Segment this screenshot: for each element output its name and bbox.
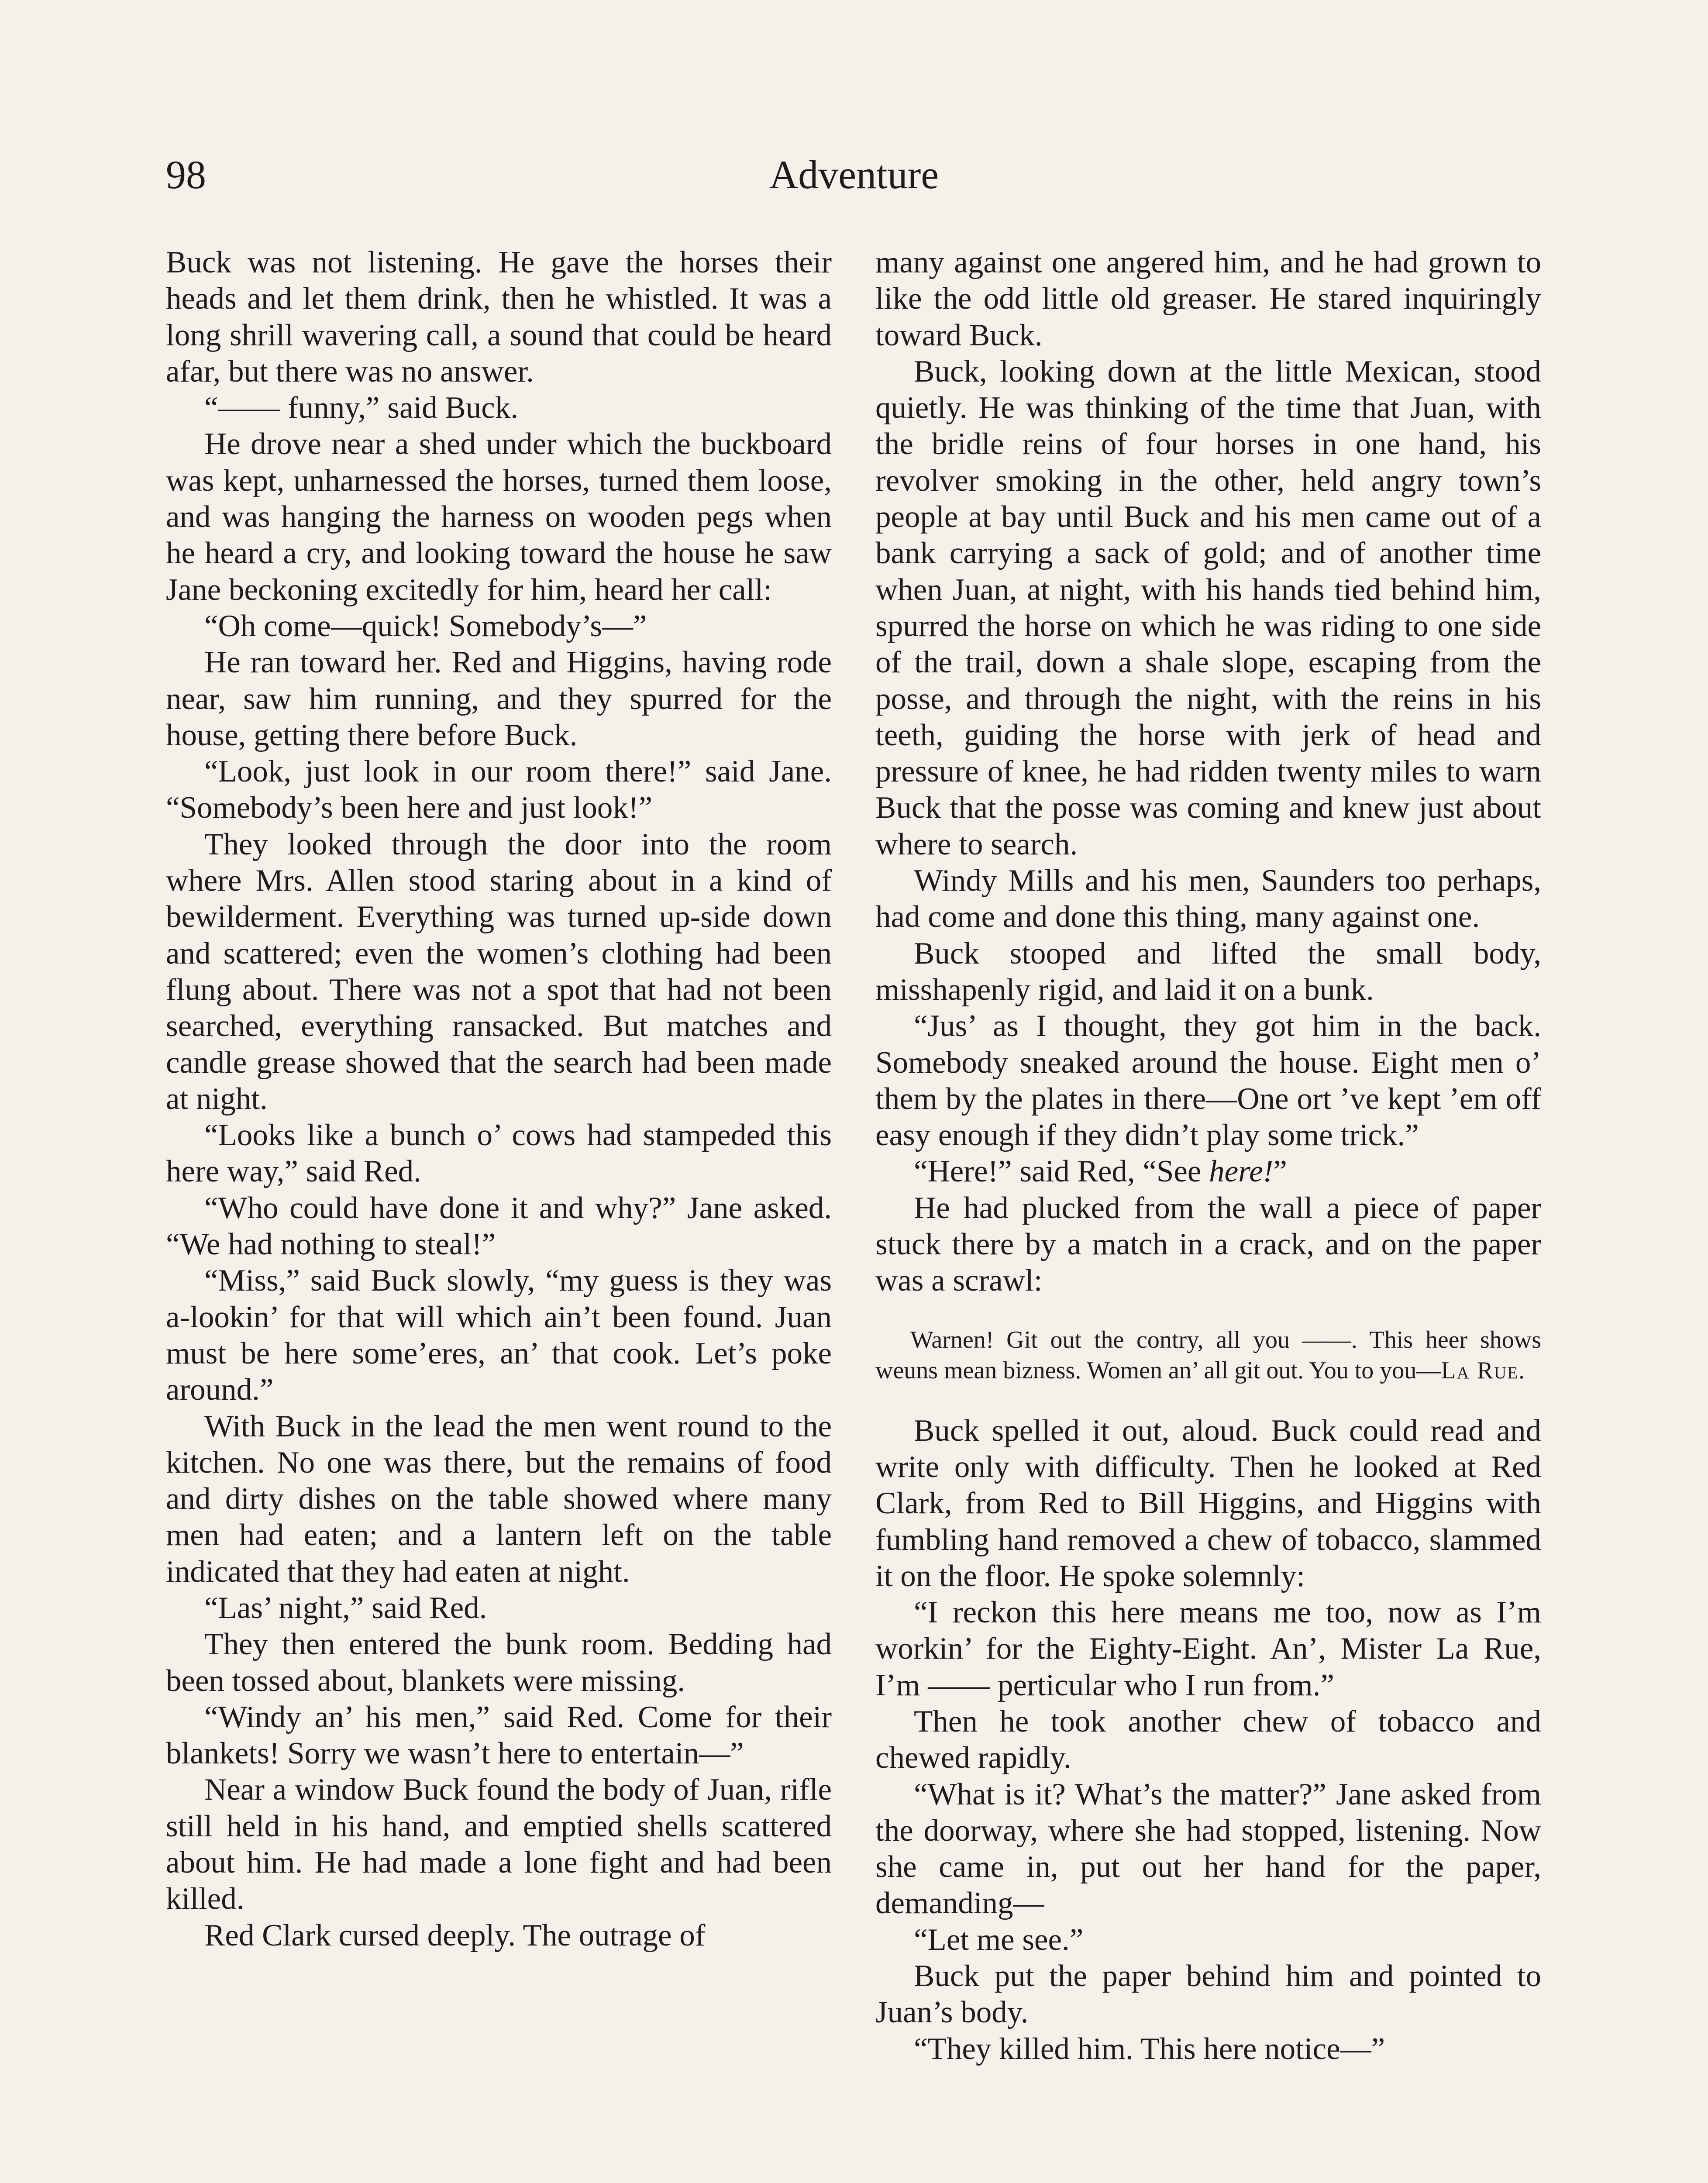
paragraph: Windy Mills and his men, Saunders too perhaps, had come and done this thing, many against one. (875, 864, 1541, 934)
here-after: ” (1273, 1154, 1287, 1189)
paragraph: With Buck in the lead the men went round to the kitchen. No one was there, but the remains of food and dirty dishes on the table showed where many men had eaten; and a lantern left on the table indicated that they had eaten at night. (166, 1409, 832, 1589)
paragraph: Buck, looking down at the little Mexican, stood quietly. He was thinking of the time that Juan, with the bridle reins of four horses in one hand, his revolver smoking in the other, held angry town’s people at bay until Buck and his men came out of a bank carrying a sack of gold; and of another time when Juan, at night, with his hands tied behind him, spurred the horse on which he was riding to one side of the trail, down a shale slope, escaping from the posse, and through the night, with the reins in his teeth, guiding the horse with jerk of head and pressure of knee, he had ridden twenty miles to warn Buck that the posse was coming and knew just about where to search. (875, 354, 1541, 861)
paragraph: many against one angered him, and he had grown to like the odd little old greaser. He stared inquiringly toward Buck. (875, 245, 1541, 352)
paragraph: “—— funny,” said Buck. (204, 391, 519, 425)
page-number: 98 (166, 152, 206, 197)
paragraph: “What is it? What’s the matter?” Jane asked from the doorway, where she had stopped, listening. Now she came in, put out her hand for the paper, demanding— (875, 1777, 1541, 1921)
notice-signature: La Rue. (1441, 1357, 1526, 1384)
paragraph: Near a window Buck found the body of Juan, rifle still held in his hand, and emptied shells scattered about him. He had made a lone fight and had been killed. (166, 1773, 832, 1916)
paragraph: He drove near a shed under which the buckboard was kept, unharnessed the horses, turned them loose, and was hanging the harness on wooden pegs when he heard a cry, and looking toward the house he saw Jane beckoning excitedly for him, heard her call: (166, 427, 832, 607)
paragraph: “Look, just look in our room there!” said Jane. “Somebody’s been here and just look!” (166, 754, 832, 825)
paragraph: “Miss,” said Buck slowly, “my guess is they was a-lookin’ for that will which ain’t been found. Juan must be here some’eres, an’ that cook. Let’s poke around.” (166, 1264, 832, 1407)
paragraph: “Looks like a bunch o’ cows had stampeded this here way,” said Red. (166, 1118, 832, 1189)
paragraph: “Let me see.” (914, 1922, 1084, 1957)
left-column (166, 244, 832, 1954)
paragraph: Buck stooped and lifted the small body, misshapenly rigid, and laid it on a bunk. (875, 936, 1541, 1007)
paragraph: He had plucked from the wall a piece of paper stuck there by a match in a crack, and on the paper was a scrawl: (875, 1191, 1541, 1298)
paragraph: He ran toward her. Red and Higgins, having rode near, saw him running, and they spurred for the house, getting there before Buck. (166, 645, 832, 752)
here-emphasis: here! (1209, 1154, 1274, 1189)
page-header (166, 146, 1542, 207)
here-line (875, 1153, 1541, 1190)
paragraph: “Jus’ as I thought, they got him in the back. Somebody sneaked around the house. Eight men o’ them by the plates in there—One ort ’ve kept ’em off easy enough if they didn’t play some trick.” (875, 1009, 1541, 1153)
scrawled-notice (875, 1325, 1541, 1386)
paragraph: Red Clark cursed deeply. The outrage of (204, 1918, 706, 1952)
paragraph: They then entered the bunk room. Bedding had been tossed about, blankets were missing. (166, 1627, 832, 1698)
right-column (875, 244, 1541, 2067)
paragraph: “Las’ night,” said Red. (204, 1591, 487, 1625)
paragraph: “Who could have done it and why?” Jane asked. “We had nothing to steal!” (166, 1191, 832, 1262)
paragraph: Buck put the paper behind him and pointed to Juan’s body. (875, 1959, 1541, 2030)
running-title: Adventure (769, 152, 939, 197)
paragraph: “They killed him. This here notice—” (914, 2031, 1385, 2066)
paragraph: Then he took another chew of tobacco and chewed rapidly. (875, 1704, 1541, 1775)
paragraph: Buck spelled it out, aloud. Buck could read and write only with difficulty. Then he looked at Red Clark, from Red to Bill Higgins, and Higgins with fumbling hand removed a chew of tobacco, slammed it on the floor. He spoke solemnly: (875, 1413, 1541, 1593)
paragraph: Buck was not listening. He gave the horses their heads and let them drink, then he whistled. It was a long shrill wavering call, a sound that could be heard afar, but there was no answer. (166, 245, 832, 389)
here-before: “Here!” said Red, “See (914, 1154, 1209, 1189)
paragraph: “I reckon this here means me too, now as I’m workin’ for the Eighty-Eight. An’, Mister La Rue, I’m —— perticular who I run from.” (875, 1595, 1541, 1702)
paragraph: They looked through the door into the room where Mrs. Allen stood staring about in a kind of bewilderment. Everything was turned up-side down and scattered; even the women’s clothing had been flung about. There was not a spot that had not been searched, everything ransacked. But matches and candle grease showed that the search had been made at night. (166, 827, 832, 1116)
paragraph: “Oh come—quick! Somebody’s—” (204, 609, 647, 643)
notice-text: Warnen! Git out the contry, all you ——. This heer shows weuns mean bizness. Women an’ all git out. You to you— (875, 1326, 1541, 1384)
paragraph: “Windy an’ his men,” said Red. Come for their blankets! Sorry we wasn’t here to entertain—” (166, 1700, 832, 1771)
